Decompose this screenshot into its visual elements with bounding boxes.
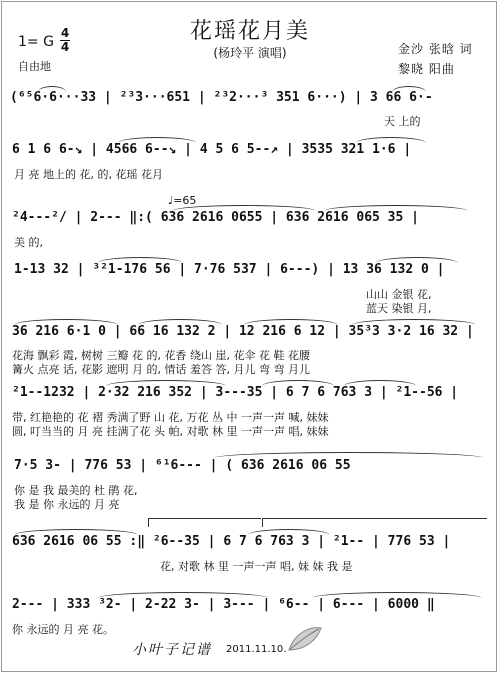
- score-row-9-lyrics: 你 永远的 月 亮 花。: [12, 623, 114, 636]
- score-row-2-lyrics: 月 亮 地上的 花, 的, 花瑶 花月: [14, 168, 163, 181]
- score-row-6-notes: ²1--1232 | 2·32 216 352 | 3---35 | 6 7 6 763 3 | ²1--56 |: [12, 385, 459, 400]
- slur: [14, 319, 118, 325]
- slur: [376, 257, 458, 263]
- tempo-mark: ♩=65: [168, 194, 197, 207]
- score-row-6-lyrics-verse2: 圆, 叮当当的 月 亮 挂满了花 头 帕, 对歌 林 里 一声一声 唱, 妹妹: [12, 425, 329, 438]
- slur: [324, 205, 468, 211]
- slur: [262, 380, 334, 386]
- song-title: 花瑶花月美: [189, 19, 310, 44]
- time-denominator: 4: [60, 40, 70, 54]
- slur: [312, 592, 482, 598]
- lyricist-credit: 金沙 张晗 词: [398, 42, 473, 56]
- key-signature: 1= G: [18, 34, 54, 50]
- transcription-date: 2011.11.10.: [226, 644, 287, 655]
- time-signature: [60, 28, 70, 53]
- score-row-1-notes: (⁶⁵6·6···33 | ²³3···651 | ²³2···³ 351 6···) | 3 66 6·-: [10, 90, 433, 105]
- slur: [106, 380, 226, 386]
- score-row-7-lyrics-verse1: 你 是 我 最美的 杜 鹃 花,: [14, 484, 138, 497]
- slur: [118, 137, 196, 143]
- score-row-4-notes: 1-13 32 | ³²1-176 56 | 7·76 537 | 6---) | 13 36 132 0 |: [14, 262, 445, 277]
- score-row-5-lyrics-verse2: 篝火 点亮 话, 花影 遮明 月 的, 情话 羞答 答, 月儿 弯 弯 月儿: [12, 363, 310, 376]
- tempo-instruction: 自由地: [18, 60, 51, 73]
- slur: [172, 205, 316, 211]
- score-row-4-lyrics-verse2: 蓝天 染银 月,: [366, 302, 432, 315]
- slur: [352, 319, 476, 325]
- score-row-3-lyrics: 美 的,: [14, 236, 43, 249]
- score-row-8-lyrics: 花, 对歌 林 里 一声一声 唱, 妹 妹 我 是: [160, 560, 353, 573]
- volta-bracket-1: [148, 518, 261, 527]
- slur: [356, 137, 426, 143]
- slur: [14, 529, 138, 535]
- slur: [98, 257, 182, 263]
- slur: [392, 86, 426, 92]
- score-row-9-notes: 2--- | 333 ³2- | 2-22 3- | 3--- | ⁶6-- | 6--- | 6000 ‖: [12, 597, 435, 612]
- score-row-7-notes: 7·5 3- | 776 53 | ⁶¹6--- | ( 636 2616 06 55: [14, 458, 351, 473]
- score-row-8-notes: 636 2616 06 55 :‖ ²6--35 | 6 7 6 763 3 | ²1-- | 776 53 |: [12, 534, 451, 549]
- transcriber-signature: 小叶子记谱: [132, 642, 212, 658]
- slur: [244, 319, 338, 325]
- slur: [344, 380, 416, 386]
- score-row-6-lyrics-verse1: 带, 红艳艳的 花 褶 秀满了野 山 花, 万花 丛 中 一声一声 喊, 妹妹: [12, 411, 329, 424]
- volta-bracket-2: [262, 518, 487, 527]
- leaf-icon: [285, 624, 325, 654]
- slur: [38, 86, 66, 92]
- composer-credit: 黎晓 阳曲: [398, 62, 455, 76]
- slur: [248, 529, 330, 535]
- score-row-1-lyrics: 天 上的: [384, 115, 421, 128]
- time-numerator: 4: [60, 26, 70, 40]
- score-row-4-lyrics-verse1: 山山 金银 花,: [366, 288, 432, 301]
- score-row-5-lyrics-verse1: 花海 飘彩 霞, 树树 三瓣 花 的, 花香 绕山 崖, 花伞 花 鞋 花腰: [12, 349, 310, 362]
- slur: [138, 319, 222, 325]
- slur: [214, 452, 484, 458]
- score-row-3-notes: ²4---²/ | 2--- ‖:( 636 2616 0655 | 636 2616 065 35 |: [12, 210, 419, 225]
- score-row-2-notes: 6 1 6 6-↘ | 4566 6--↘ | 4 5 6 5--↗ | 3535 321 1·6 |: [12, 142, 412, 157]
- song-subtitle: (杨玲平 演唱): [213, 46, 287, 60]
- score-row-7-lyrics-verse2: 我 是 你 永远的 月 亮: [14, 498, 120, 511]
- slur: [98, 592, 268, 598]
- score-row-5-notes: 36 216 6·1 0 | 66 16 132 2 | 12 216 6 12 | 35³3 3·2 16 32 |: [12, 324, 474, 339]
